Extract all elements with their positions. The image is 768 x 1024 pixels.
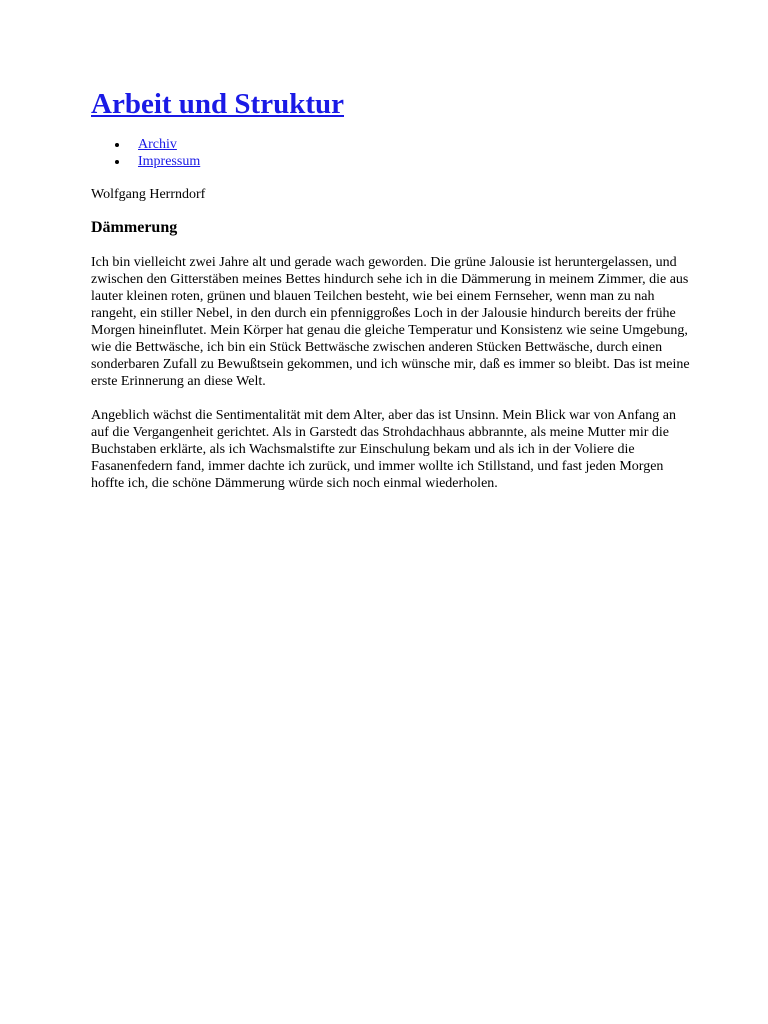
nav-item-archiv (91, 136, 691, 153)
author-name: Wolfgang Herrndorf (91, 187, 206, 202)
nav-link-impressum[interactable]: Impressum (138, 154, 201, 169)
post-paragraph-1: Ich bin vielleicht zwei Jahre alt und gerade wach geworden. Die grüne Jalousie ist heruntergelassen, und zwischen den Gitterstäben meines Bettes hindurch sehe ich in die Dämmerung in meinem Zimmer, die aus lauter kleinen roten, grünen und blauen Teilchen besteht, wie bei einem Fernseher, wenn man zu nah rangeht, ein stiller Nebel, in den durch ein pfenniggroßes Loch in der Jalousie hindurch bereits der frühe Morgen hineinflutet. Mein Körper hat genau die gleiche Temperatur und Konsistenz wie seine Umgebung, wie die Bettwäsche, ich bin ein Stück Bettwäsche zwischen anderen Stücken Bettwäsche, durch einen sonderbaren Zufall zu Bewußtsein gekommen, und ich wünsche mir, daß es immer so bleibt. Das ist meine erste Erinnerung an diese Welt. (91, 255, 690, 389)
nav-item-impressum (91, 153, 691, 170)
nav-link-archiv[interactable]: Archiv (138, 137, 177, 152)
nav-list (91, 136, 691, 170)
site-title-link[interactable]: Arbeit und Struktur (91, 88, 344, 120)
post-title: Dämmerung (91, 219, 178, 236)
page-content (91, 84, 691, 492)
post-paragraph-2: Angeblich wächst die Sentimentalität mit dem Alter, aber das ist Unsinn. Mein Blick war von Anfang an auf die Vergangenheit gerichtet. Als in Garstedt das Strohdachhaus abbrannte, als meine Mutter mir die Buchstaben erklärte, als ich Wachsmalstifte zur Einschulung bekam und als ich in der Voliere die Fasanenfedern fand, immer dachte ich zurück, und immer wollte ich Stillstand, und fast jeden Morgen hoffte ich, die schöne Dämmerung würde sich noch einmal wiederholen. (91, 408, 676, 491)
site-title (91, 84, 691, 124)
